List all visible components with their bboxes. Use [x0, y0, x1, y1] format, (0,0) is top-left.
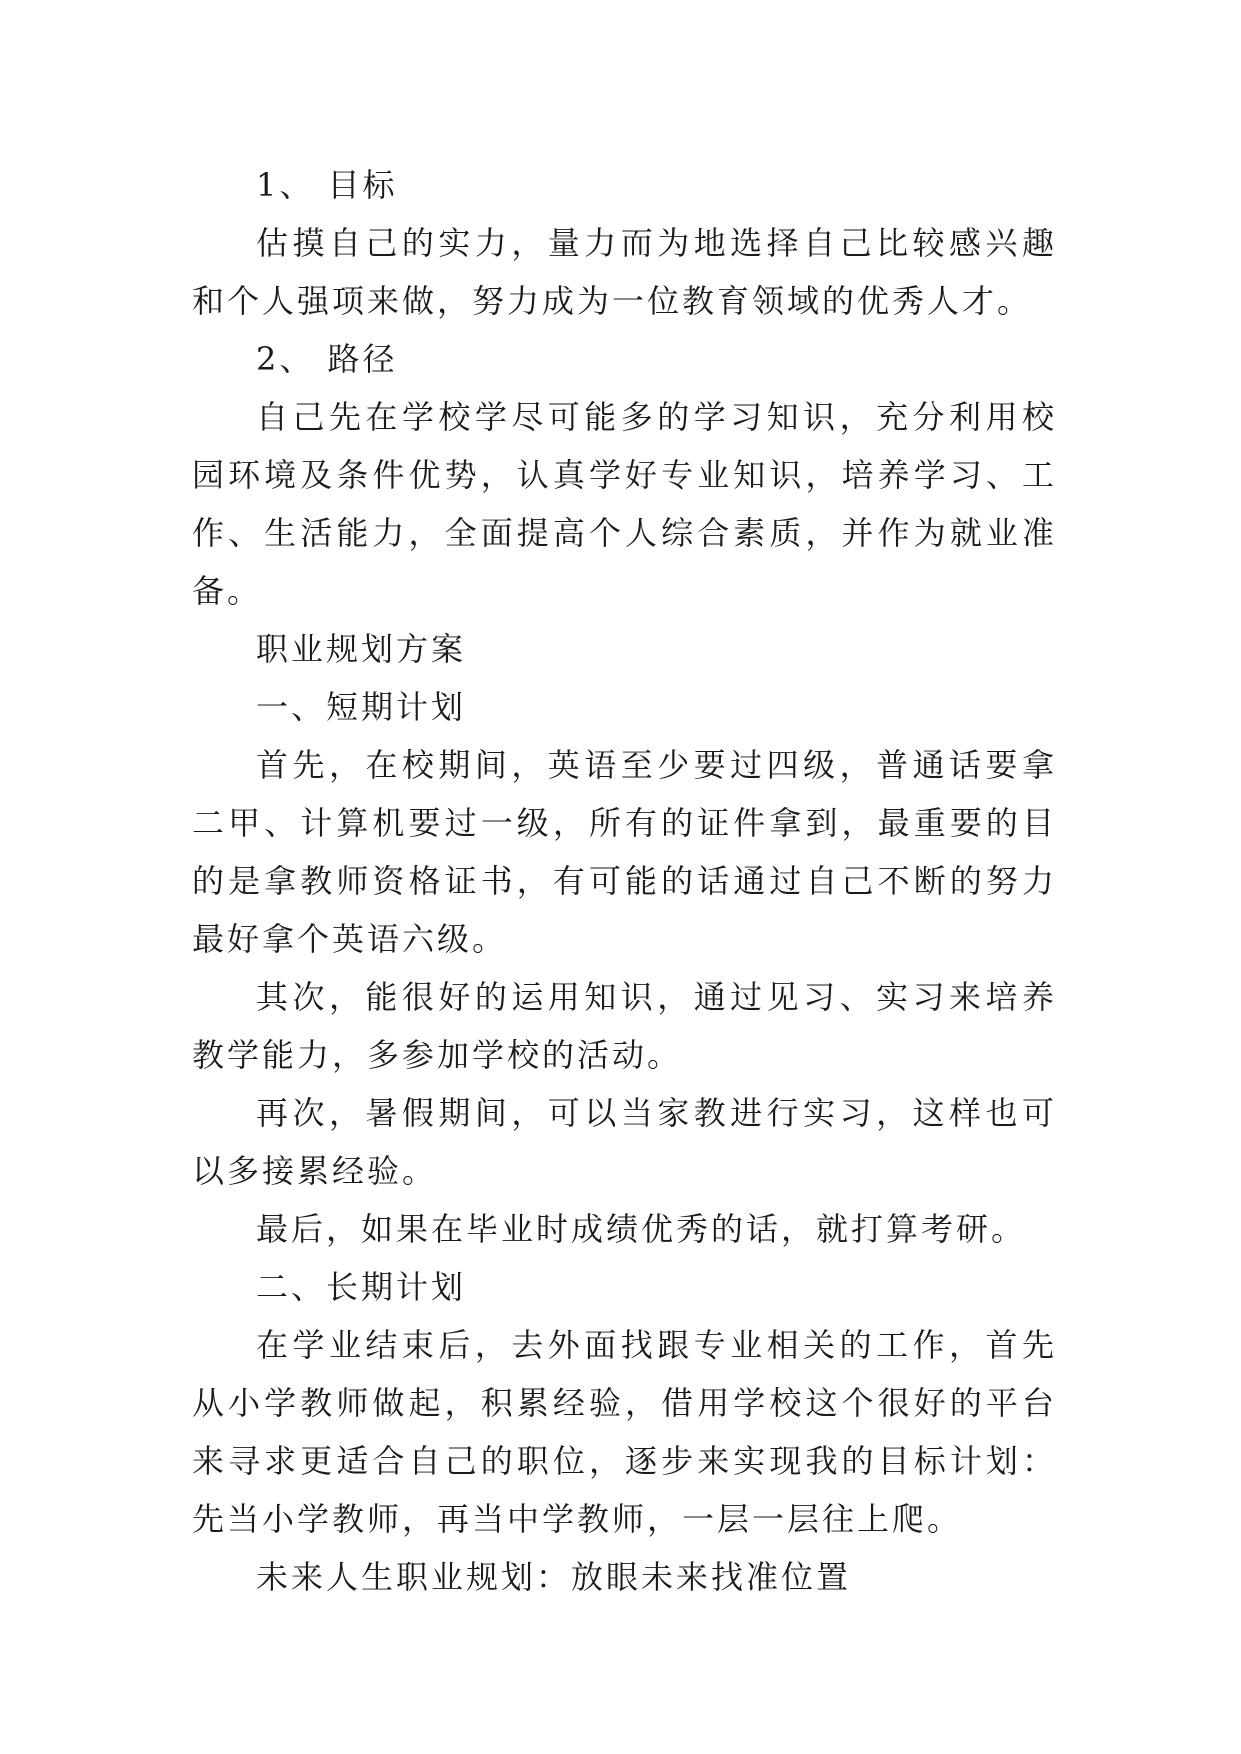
paragraph-short-term-first: 首先，在校期间，英语至少要过四级，普通话要拿二甲、计算机要过一级，所有的证件拿到，最重要的目的是拿教师资格证书，有可能的话通过自己不断的努力最好拿个英语六级。 — [192, 746, 1057, 958]
section-heading-long-term: 二、长期计划 — [256, 1268, 467, 1306]
section-heading-goal: 1、 目标 — [256, 166, 398, 204]
paragraph-long-term: 在学业结束后，去外面找跟专业相关的工作，首先从小学教师做起，积累经验，借用学校这个很好的平台来寻求更适合自己的职位，逐步来实现我的目标计划：先当小学教师，再当中学教师，一层一层往上爬。 — [192, 1326, 1057, 1538]
paragraph-short-term-third: 再次，暑假期间，可以当家教进行实习，这样也可以多接累经验。 — [192, 1094, 1057, 1190]
paragraph-path: 自己先在学校学尽可能多的学习知识，充分利用校园环境及条件优势，认真学好专业知识，培养学习、工作、生活能力，全面提高个人综合素质，并作为就业准备。 — [192, 398, 1057, 610]
paragraph-short-term-second: 其次，能很好的运用知识，通过见习、实习来培养教学能力，多参加学校的活动。 — [192, 978, 1057, 1074]
plan-title: 职业规划方案 — [256, 630, 467, 668]
section-heading-path: 2、 路径 — [256, 340, 398, 378]
section-heading-short-term: 一、短期计划 — [256, 688, 467, 726]
paragraph-short-term-last: 最后，如果在毕业时成绩优秀的话，就打算考研。 — [256, 1210, 1027, 1248]
paragraph-goal: 估摸自己的实力，量力而为地选择自己比较感兴趣和个人强项来做，努力成为一位教育领域的优秀人才。 — [192, 224, 1057, 320]
document-body — [192, 156, 1057, 1606]
section-heading-future: 未来人生职业规划：放眼未来找准位置 — [256, 1558, 852, 1596]
